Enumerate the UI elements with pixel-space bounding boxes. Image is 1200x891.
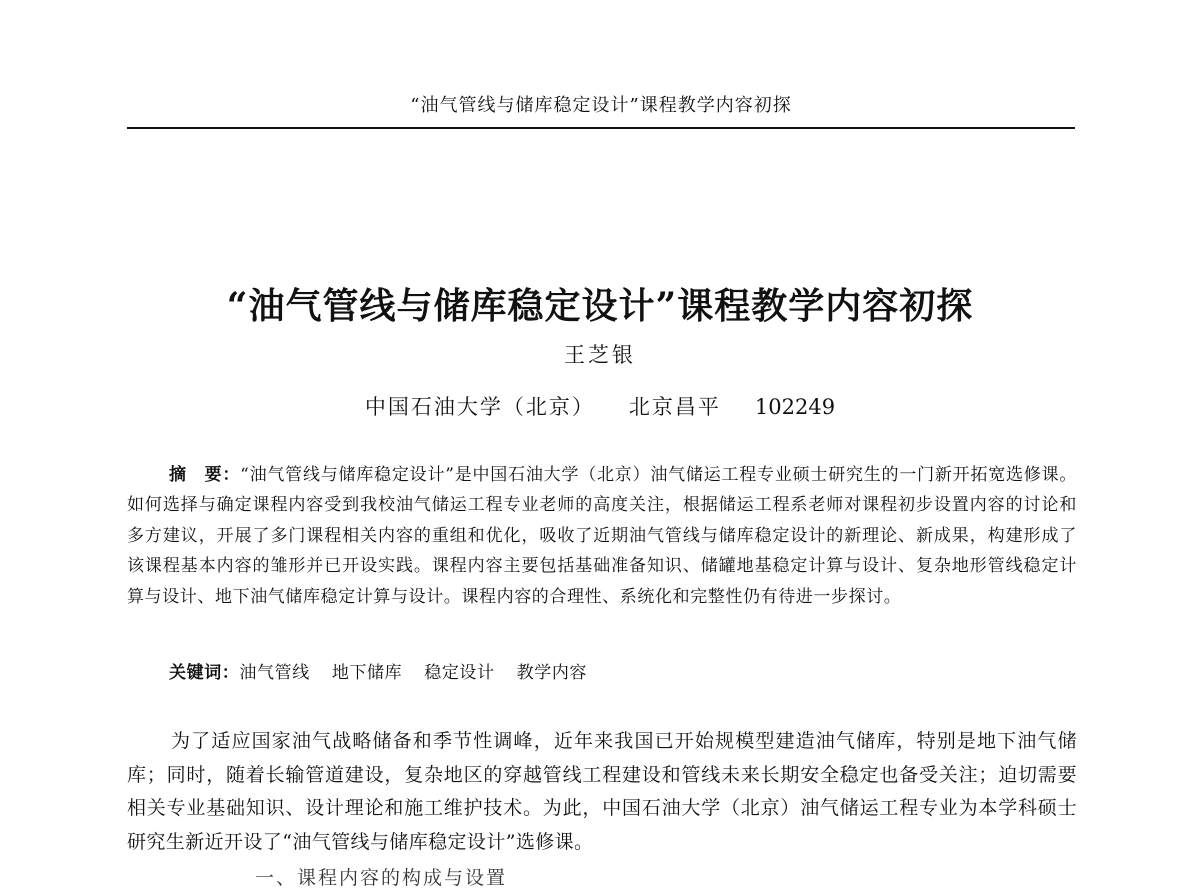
keywords-label: 关键词：: [169, 663, 240, 683]
affiliation-postcode: 102249: [754, 395, 836, 419]
cut-off-heading-text: 一、课程内容的构成与设置: [255, 867, 508, 889]
keyword-item: 稳定设计: [424, 663, 495, 683]
keyword-item: 油气管线: [239, 663, 310, 683]
author-name: 王芝银: [564, 343, 636, 367]
keywords: [169, 658, 609, 688]
paper-title: “油气管线与储库稳定设计”课程教学内容初探: [226, 285, 974, 327]
keyword-item: 地下储库: [331, 663, 403, 683]
affiliation-location: 北京昌平: [628, 395, 721, 419]
header-rule: [127, 127, 1075, 129]
abstract-label: 摘 要：: [169, 465, 241, 485]
abstract-text: “油气管线与储库稳定设计”是中国石油大学（北京）油气储运工程专业硕士研究生的一门新开拓宽选修课。如何选择与确定课程内容受到我校油气储运工程专业老师的高度关注，根据储运工程系老师对课程初步设置内容的讨论和多方建议，开展了多门课程相关内容的重组和优化，吸收了近期油气管线与储库稳定设计的新理论、新成果，构建形成了该课程基本内容的雏形并已开设实践。课程内容主要包括基础准备知识、储罐地基稳定计算与设计、复杂地形管线稳定计算与设计、地下油气储库稳定计算与设计。课程内容的合理性、系统化和完整性仍有待进一步探讨。: [127, 465, 1077, 607]
abstract: [127, 460, 1077, 612]
running-header: “油气管线与储库稳定设计”课程教学内容初探: [410, 95, 792, 116]
cut-off-heading: [255, 867, 515, 889]
body-paragraph: 为了适应国家油气战略储备和季节性调峰，近年来我国已开始规模型建造油气储库，特别是地下油气储库；同时，随着长输管道建设，复杂地区的穿越管线工程建设和管线未来长期安全稳定也备受关注；迫切需要相关专业基础知识、设计理论和施工维护技术。为此，中国石油大学（北京）油气储运工程专业为本学科硕士研究生新近开设了“油气管线与储库稳定设计”选修课。: [127, 730, 1077, 853]
keyword-item: 教学内容: [516, 663, 588, 683]
affiliation: [100, 392, 1100, 422]
affiliation-institution: 中国石油大学（北京）: [364, 395, 595, 419]
